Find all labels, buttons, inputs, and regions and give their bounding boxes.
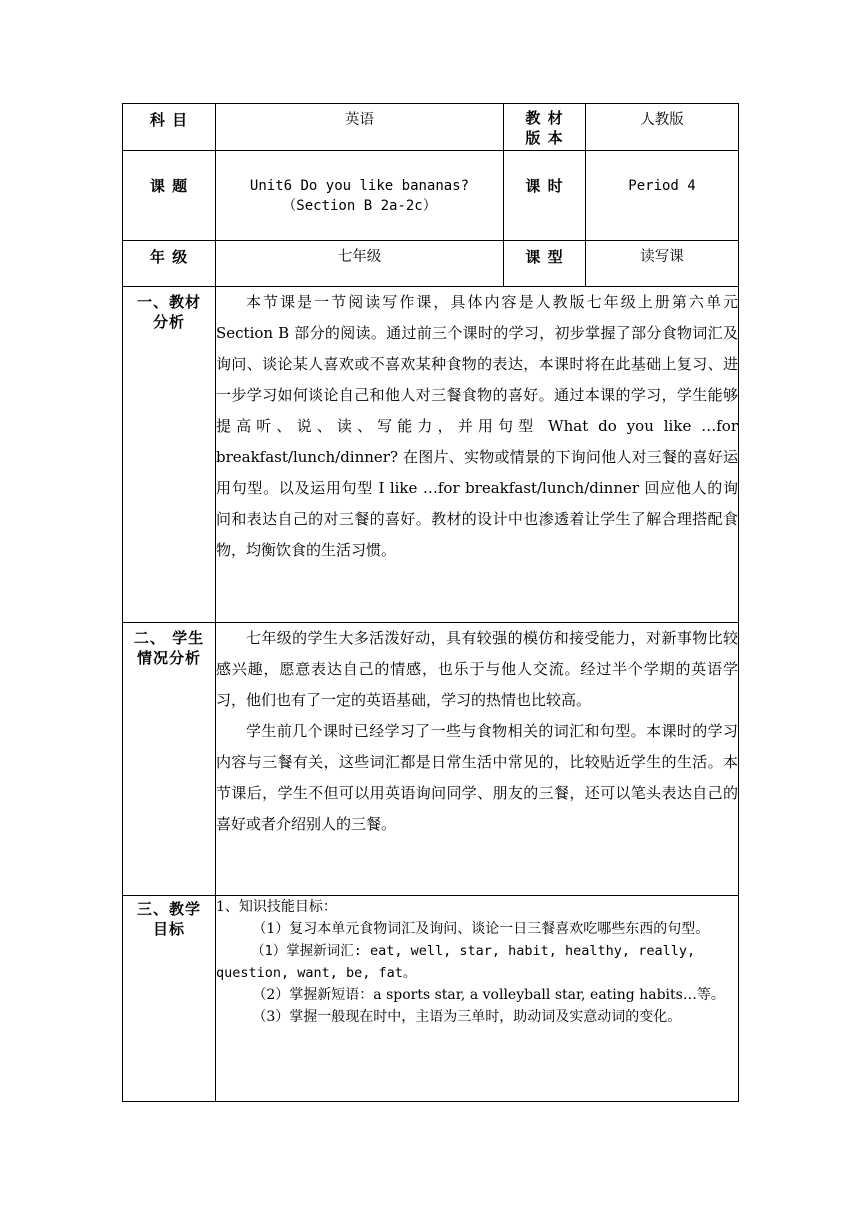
topic-value [216, 151, 504, 241]
section1-label [123, 287, 216, 623]
lesson-type-value: 读写课 [586, 241, 739, 287]
lesson-plan-table [122, 103, 739, 1102]
subject-label: 科 目 [123, 104, 216, 151]
section3-label [123, 896, 216, 1102]
section3-label-line2: 目标 [152, 920, 185, 938]
goal-item: （3）掌握一般现在时中，主语为三单时，助动词及实意动词的变化。 [252, 1009, 682, 1025]
section1-label-line2: 分析 [152, 313, 185, 331]
goals-heading: 1、知识技能目标： [216, 899, 337, 915]
student-analysis-paragraph-2: 学生前几个课时已经学习了一些与食物相关的词汇和句型。本课时的学习内容与三餐有关，这些词汇都是日常生活中常见的，比较贴近学生的生活。本节课后，学生不但可以用英语询问同学、朋友的三餐，还可以笔头表达自己的喜好或者介绍别人的三餐。 [216, 722, 738, 833]
grade-value: 七年级 [216, 241, 504, 287]
lesson-type-label: 课 型 [504, 241, 586, 287]
period-value: Period 4 [586, 151, 739, 241]
goal-item: （1）掌握新词汇: eat, well, star, habit, healthy, really, question, want, be, fat。 [216, 943, 696, 981]
section2-label [123, 623, 216, 896]
grade-label: 年 级 [123, 241, 216, 287]
topic-line2: （Section B 2a-2c） [282, 198, 437, 214]
table-row [123, 151, 739, 241]
topic-line1: Unit6 Do you like bananas? [249, 178, 470, 194]
table-row [123, 104, 739, 151]
textbook-analysis-paragraph: 本节课是一节阅读写作课，具体内容是人教版七年级上册第六单元 Section B 部分的阅读。通过前三个课时的学习，初步掌握了部分食物词汇及询问、谈论某人喜欢或不喜欢某种食物的表达，本课时将在此基础上复习、进一步学习如何谈论自己和他人对三餐食物的喜好。通过本课的学习，学生能够提高听、说、读、写能力，并用句型 What do you like …for breakfast/lunch/dinner? 在图片、实物或情景的下询问他人对三餐的喜好运用句型。以及运用句型 I like …for breakfast/lunch/dinner 回应他人的询问和表达自己的对三餐的喜好。教材的设计中也渗透着让学生了解合理搭配食物，均衡饮食的生活习惯。 [216, 293, 738, 559]
student-analysis-paragraph-1: 七年级的学生大多活泼好动，具有较强的模仿和接受能力，对新事物比较感兴趣，愿意表达自己的情感，也乐于与他人交流。经过半个学期的英语学习，他们也有了一定的英语基础，学习的热情也比较高。 [216, 629, 738, 709]
table-row [123, 623, 739, 896]
textbook-version-value: 人教版 [586, 104, 739, 151]
teaching-goals [216, 896, 739, 1102]
textbook-label-line1: 教 材 [525, 109, 564, 127]
table-row [123, 241, 739, 287]
goal-item: （2）掌握新短语：a sports star, a volleyball star, eating habits…等。 [252, 987, 725, 1003]
goal-item: （1）复习本单元食物词汇及询问、谈论一日三餐喜欢吃哪些东西的句型。 [252, 921, 710, 937]
section1-label-line1: 一、教材 [136, 293, 201, 311]
section3-label-line1: 三、教学 [136, 900, 201, 918]
textbook-label-line2: 版 本 [525, 129, 564, 147]
table-row [123, 896, 739, 1102]
table-row [123, 287, 739, 623]
topic-label: 课 题 [123, 151, 216, 241]
textbook-analysis [216, 287, 739, 623]
textbook-version-label [504, 104, 586, 151]
student-analysis [216, 623, 739, 896]
section2-label-line1: 二、 学生 [133, 629, 205, 647]
section2-label-line2: 情况分析 [136, 649, 201, 667]
period-label: 课 时 [504, 151, 586, 241]
subject-value: 英语 [216, 104, 504, 151]
